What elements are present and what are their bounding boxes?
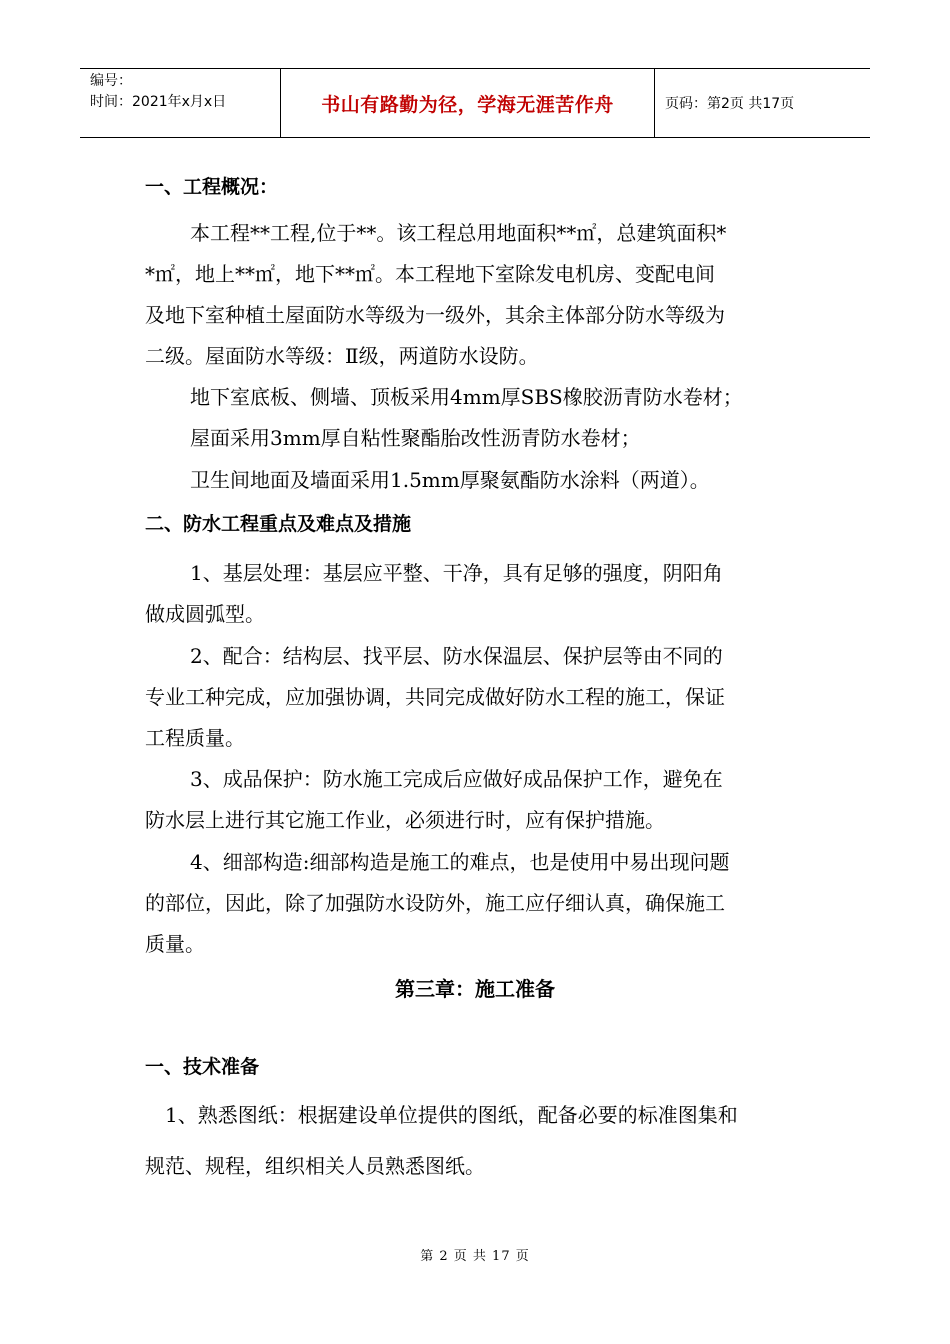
paragraph-line: 规范、规程，组织相关人员熟悉图纸。	[145, 1154, 485, 1178]
paragraph-line: 二级。屋面防水等级：Ⅱ级，两道防水设防。	[145, 344, 539, 368]
paragraph-line: 屋面采用3mm厚自粘性聚酯胎改性沥青防水卷材；	[190, 426, 641, 450]
paragraph-line: 本工程**工程,位于**。该工程总用地面积**㎡，总建筑面积*	[190, 221, 727, 245]
paragraph-line: 4、细部构造:细部构造是施工的难点，也是使用中易出现问题	[190, 850, 730, 874]
page-header	[80, 68, 870, 138]
header-page-info: 页码：第2页 共17页	[665, 96, 795, 112]
paragraph-line: 卫生间地面及墙面采用1.5mm厚聚氨酯防水涂料（两道）。	[190, 468, 710, 492]
paragraph-line: *㎡，地上**㎡，地下**㎡。本工程地下室除发电机房、变配电间	[145, 262, 715, 286]
paragraph-line: 质量。	[145, 932, 205, 956]
paragraph-line: 专业工种完成，应加强协调，共同完成做好防水工程的施工，保证	[145, 685, 725, 709]
header-motto: 书山有路勤为径，学海无涯苦作舟	[280, 69, 655, 137]
paragraph-line: 及地下室种植土屋面防水等级为一级外，其余主体部分防水等级为	[145, 303, 725, 327]
section-title: 二、防水工程重点及难点及措施	[145, 513, 412, 535]
paragraph-line: 3、成品保护：防水施工完成后应做好成品保护工作，避免在	[190, 767, 723, 791]
section-title: 一、工程概况：	[145, 176, 279, 198]
paragraph-line: 防水层上进行其它施工作业，必须进行时，应有保护措施。	[145, 808, 665, 832]
doc-date-label: 时间：2021年x月x日	[90, 94, 227, 110]
paragraph-line: 地下室底板、侧墙、顶板采用4mm厚SBS橡胶沥青防水卷材；	[190, 385, 743, 409]
page-footer: 第 2 页 共 17 页	[420, 1249, 530, 1264]
paragraph-line: 工程质量。	[145, 726, 245, 750]
chapter-title: 第三章：施工准备	[395, 977, 555, 1001]
paragraph-line: 做成圆弧型。	[145, 602, 265, 626]
section-title: 一、技术准备	[145, 1056, 260, 1078]
paragraph-line: 1、熟悉图纸：根据建设单位提供的图纸，配备必要的标准图集和	[165, 1103, 738, 1127]
header-meta	[80, 69, 280, 137]
paragraph-line: 1、基层处理：基层应平整、干净，具有足够的强度，阴阳角	[190, 561, 723, 585]
doc-number-label: 编号：	[90, 73, 132, 89]
paragraph-line: 的部位，因此，除了加强防水设防外，施工应仔细认真，确保施工	[145, 891, 725, 915]
paragraph-line: 2、配合：结构层、找平层、防水保温层、保护层等由不同的	[190, 644, 723, 668]
